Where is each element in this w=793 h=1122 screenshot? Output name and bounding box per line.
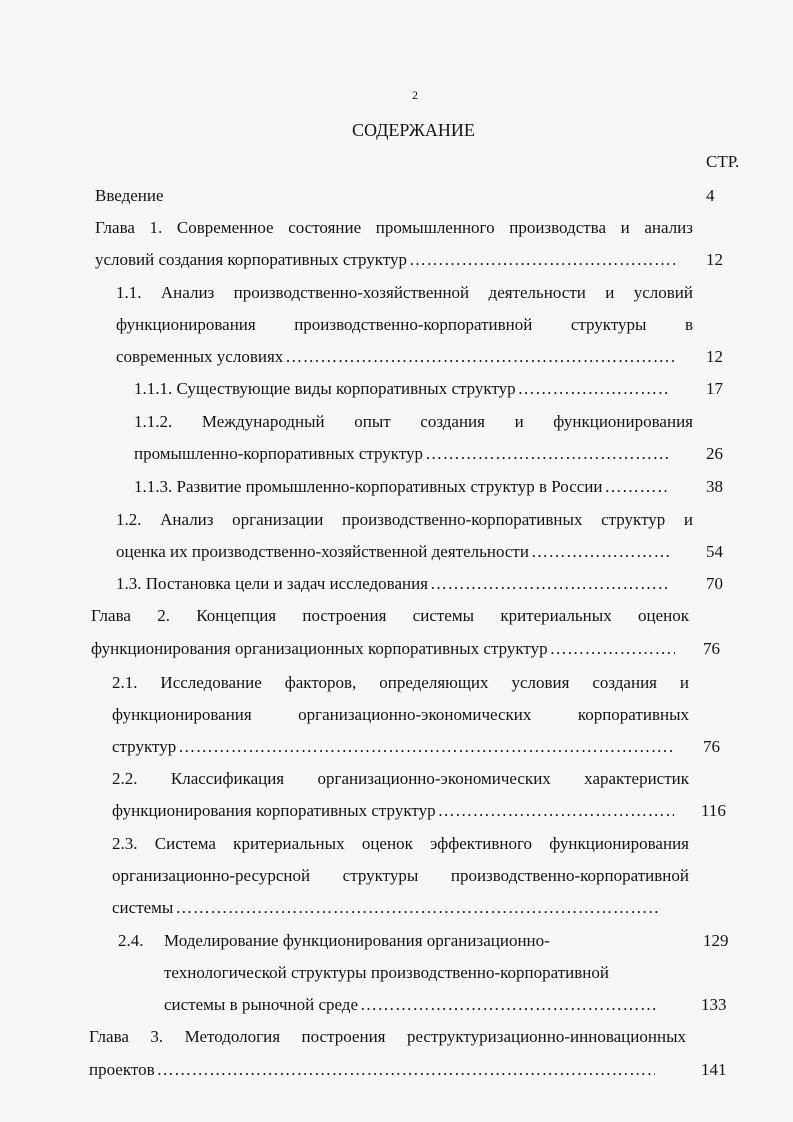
toc-section-1-1-2-line-1: 1.1.2. Международный опыт создания и функционирования bbox=[134, 412, 693, 431]
toc-section-1-1-line-2: функционирования производственно-корпоративной структуры в bbox=[116, 315, 693, 334]
toc-page-number: 54 bbox=[706, 542, 723, 561]
toc-section-2-2-line-1: 2.2. Классификация организационно-экономических характеристик bbox=[112, 769, 689, 788]
toc-page-number: 129 bbox=[703, 931, 729, 950]
page-column-header: СТР. bbox=[706, 152, 740, 171]
toc-section-2-3-line-2: организационно-ресурсной структуры производственно-корпоративной bbox=[112, 866, 689, 885]
toc-chapter-2-line-1: Глава 2. Концепция построения системы критериальных оценок bbox=[91, 606, 689, 625]
toc-chapter-2-line-2: функционирования организационных корпоративных структур ………………………………………………………………………………………………………………………………………………………… bbox=[91, 639, 675, 659]
toc-section-1-1-3: 1.1.3. Развитие промышленно-корпоративных структур в России ………………………………………………………………………………………………………………………………………………………… bbox=[134, 477, 670, 497]
toc-page-number: 26 bbox=[706, 444, 723, 463]
toc-page-number: 76 bbox=[703, 737, 720, 756]
toc-page-number: 141 bbox=[701, 1060, 727, 1079]
toc-page-number: 133 bbox=[701, 995, 727, 1014]
toc-section-2-3-line-1: 2.3. Система критериальных оценок эффективного функционирования bbox=[112, 834, 689, 853]
toc-page-number: 12 bbox=[706, 250, 723, 269]
toc-entry-text: Введение bbox=[95, 186, 164, 205]
page-title: СОДЕРЖАНИЕ bbox=[352, 120, 475, 140]
toc-page-number: 76 bbox=[703, 639, 720, 658]
toc-section-1-1-line-3: современных условиях ………………………………………………………………………………………………………………………………………………………… bbox=[116, 347, 676, 367]
toc-section-2-4-line-3: системы в рыночной среде ………………………………………………………………………………………………………………………………………………………… bbox=[164, 995, 656, 1015]
toc-section-2-1-line-2: функционирования организационно-экономических корпоративных bbox=[112, 705, 689, 724]
toc-page-number: 17 bbox=[706, 379, 723, 398]
toc-section-2-3-line-3: системы ………………………………………………………………………………………………………………………………………………………… bbox=[112, 898, 660, 918]
toc-section-1-3: 1.3. Постановка цели и задач исследования ………………………………………………………………………………………………………………………………………………………… bbox=[116, 574, 670, 594]
toc-chapter-3-line-1: Глава 3. Методология построения реструктуризационно-инновационных bbox=[89, 1027, 686, 1046]
toc-section-1-1-2-line-2: промышленно-корпоративных структур ………………………………………………………………………………………………………………………………………………………… bbox=[134, 444, 668, 464]
toc-section-1-2-line-1: 1.2. Анализ организации производственно-корпоративных структур и bbox=[116, 510, 693, 529]
toc-chapter-3-line-2: проектов ………………………………………………………………………………………………………………………………………………………… bbox=[89, 1060, 655, 1080]
toc-section-2-1-line-1: 2.1. Исследование факторов, определяющих условия создания и bbox=[112, 673, 689, 692]
toc-section-1-2-line-2: оценка их производственно-хозяйственной деятельности ………………………………………………………………………………………………………………………………………………………… bbox=[116, 542, 672, 562]
toc-section-2-1-line-3: структур ………………………………………………………………………………………………………………………………………………………… bbox=[112, 737, 674, 757]
toc-page-number: 4 bbox=[706, 186, 715, 205]
toc-page-number: 12 bbox=[706, 347, 723, 366]
toc-page-number: 70 bbox=[706, 574, 723, 593]
toc-section-2-4-line-1: Моделирование функционирования организационно- bbox=[164, 931, 550, 950]
toc-section-2-4-line-2: технологической структуры производственно-корпоративной bbox=[164, 963, 609, 982]
toc-section-2-2-line-2: функционирования корпоративных структур ………………………………………………………………………………………………………………………………………………………… bbox=[112, 801, 674, 821]
toc-section-1-1-line-1: 1.1. Анализ производственно-хозяйственной деятельности и условий bbox=[116, 283, 693, 302]
toc-section-2-4-number: 2.4. bbox=[118, 931, 144, 950]
toc-page-number: 116 bbox=[701, 801, 726, 820]
toc-chapter-1-line-2: условий создания корпоративных структур ………………………………………………………………………………………………………………………………………………………… bbox=[95, 250, 675, 270]
toc-page-number: 38 bbox=[706, 477, 723, 496]
page-number: 2 bbox=[412, 88, 418, 102]
toc-section-1-1-1: 1.1.1. Существующие виды корпоративных структур ………………………………………………………………………………………………………………………………………………………… bbox=[134, 379, 670, 399]
toc-chapter-1-line-1: Глава 1. Современное состояние промышленного производства и анализ bbox=[95, 218, 693, 237]
toc-entry-intro bbox=[95, 186, 164, 206]
